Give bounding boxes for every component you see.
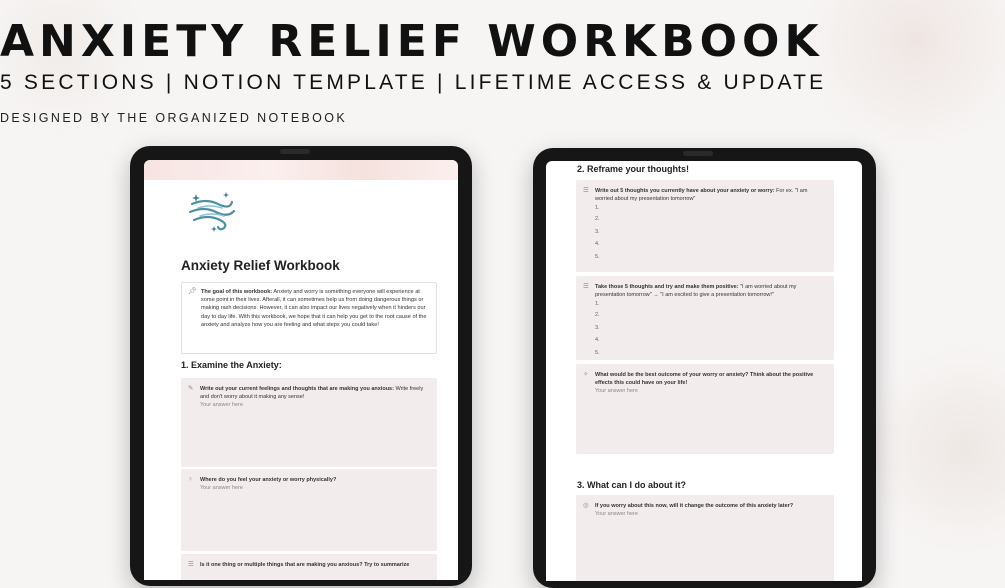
list-item[interactable]: 5. <box>595 349 600 356</box>
question-hint: For ex. "I am worried about my presentation tomorrow" <box>595 188 808 202</box>
question-card[interactable] <box>181 469 437 551</box>
left-tablet-screen <box>144 160 458 580</box>
right-tablet <box>533 148 876 588</box>
answer-placeholder[interactable]: Your answer here <box>595 511 638 517</box>
list-item[interactable]: 2. <box>595 216 600 222</box>
question-card[interactable] <box>576 495 834 581</box>
question-card[interactable] <box>576 364 834 454</box>
brain-icon: ◎ <box>583 502 589 509</box>
person-icon: ♀ <box>188 476 193 483</box>
question-text: Write out 5 thoughts you currently have about your anxiety or worry: <box>595 188 775 194</box>
designer-credit: DESIGNED BY THE ORGANIZED NOTEBOOK <box>0 111 348 125</box>
question-text: What would be the best outcome of your worry or anxiety? Think about the positive effects this could have on your life! <box>595 372 814 386</box>
question-card[interactable] <box>576 180 834 272</box>
page-subtitle: 5 SECTIONS | NOTION TEMPLATE | LIFETIME ACCESS & UPDATE <box>0 71 827 94</box>
list-icon: ☰ <box>583 283 589 290</box>
list-item[interactable]: 5. <box>595 253 600 260</box>
section-heading-reframe: 2. Reframe your thoughts! <box>577 164 690 174</box>
left-tablet <box>130 146 472 586</box>
list-icon: ☰ <box>188 561 194 568</box>
answer-placeholder[interactable]: Your answer here <box>200 402 243 408</box>
question-text: Write out your current feelings and thoughts that are making you anxious: <box>200 386 394 392</box>
question-hint: Write freely and don't worry about it making any sense! <box>200 386 424 400</box>
list-item[interactable]: 4. <box>595 337 600 343</box>
tablet-camera <box>683 151 713 156</box>
list-item[interactable]: 4. <box>595 241 600 247</box>
list-item[interactable]: 1. <box>595 301 600 307</box>
page-cover <box>144 160 458 180</box>
question-card[interactable] <box>181 554 437 580</box>
section-heading-what-can-i-do: 3. What can I do about it? <box>577 480 686 490</box>
background-decor-right <box>875 330 1005 570</box>
list-item[interactable]: 3. <box>595 324 600 331</box>
sparkle-icon: ✧ <box>583 371 589 378</box>
question-card[interactable] <box>576 276 834 360</box>
pin-icon: 📌︎ <box>188 288 197 295</box>
section-heading-examine: 1. Examine the Anxiety: <box>181 360 282 370</box>
goal-callout <box>181 282 437 354</box>
list-icon: ☰ <box>583 187 589 194</box>
question-text: Is it one thing or multiple things that are making you anxious? Try to summarize <box>200 562 410 568</box>
question-hint: "I am worried about my presentation tomorrow" → "I am excited to give a presentation tomorrow!" <box>595 284 797 298</box>
question-card[interactable] <box>181 378 437 467</box>
answer-placeholder[interactable]: Your answer here <box>595 388 638 394</box>
document-title: Anxiety Relief Workbook <box>181 258 340 273</box>
question-text: Where do you feel your anxiety or worry physically? <box>200 477 337 483</box>
page-title: ANXIETY RELIEF WORKBOOK <box>0 16 824 67</box>
list-item[interactable]: 2. <box>595 312 600 318</box>
list-item[interactable]: 1. <box>595 205 600 211</box>
question-text: If you worry about this now, will it change the outcome of this anxiety later? <box>595 503 794 509</box>
right-tablet-screen <box>546 161 862 581</box>
callout-text: Anxiety and worry is something everyone will experience at some point in their lives. Afterall, it can sometimes help us from doing dangerous things or making rash decisions. However, it can also impact our lives negatively when it hinders our day to day life. With this workbook, we hope that it can help you get to the root cause of the anxiety and analyze how you are feeling and what steps you could take! <box>201 289 427 328</box>
pencil-icon: ✎ <box>188 385 194 392</box>
callout-heading: The goal of this workbook: <box>201 289 273 295</box>
tablet-camera <box>280 149 310 154</box>
answer-placeholder[interactable]: Your answer here <box>200 485 243 491</box>
wind-icon <box>188 190 236 236</box>
question-text: Take those 5 thoughts and try and make them positive: <box>595 284 739 290</box>
list-item[interactable]: 3. <box>595 228 600 235</box>
